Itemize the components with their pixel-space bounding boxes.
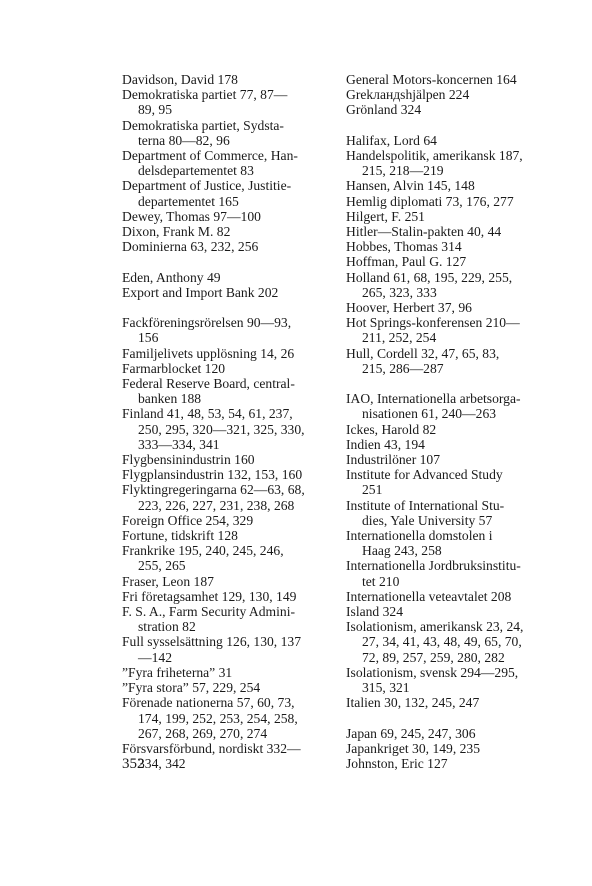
index-entry bbox=[346, 133, 550, 148]
index-entry-line: Full sysselsättning 126, 130, 137 bbox=[122, 634, 301, 650]
index-entry-line: Davidson, David 178 bbox=[122, 72, 238, 87]
index-entry bbox=[346, 726, 550, 741]
index-entry-line: Institute for Advanced Study bbox=[346, 467, 503, 483]
index-entry bbox=[122, 680, 328, 695]
index-entry-continuation: tet 210 bbox=[362, 573, 400, 589]
index-entry bbox=[346, 87, 550, 102]
index-entry-continuation: 215, 218—219 bbox=[362, 163, 444, 179]
index-entry-continuation: departementet 165 bbox=[138, 193, 239, 209]
index-entry-continuation: 333—334, 341 bbox=[138, 436, 220, 452]
index-entry-line: Industrilöner 107 bbox=[346, 452, 441, 468]
index-entry bbox=[346, 741, 550, 756]
index-entry-continuation: 250, 295, 320—321, 325, 330, bbox=[138, 421, 305, 437]
index-entry-line: Hull, Cordell 32, 47, 65, 83, bbox=[346, 345, 500, 361]
index-entry-line: Grönland 324 bbox=[346, 102, 422, 118]
index-entry bbox=[122, 406, 328, 452]
index-entry bbox=[346, 467, 550, 497]
index-entry-continuation: 315, 321 bbox=[362, 680, 410, 696]
index-entry-continuation: 211, 252, 254 bbox=[362, 330, 437, 346]
index-entry-line: Internationella Jordbruksinstitu- bbox=[346, 558, 521, 574]
index-entry-continuation: 223, 226, 227, 231, 238, 268 bbox=[138, 497, 295, 513]
index-entry-continuation: dies, Yale University 57 bbox=[362, 512, 493, 528]
index-entry-line: Hansen, Alvin 145, 148 bbox=[346, 178, 475, 194]
index-entry bbox=[346, 239, 550, 254]
index-entry bbox=[346, 178, 550, 193]
index-entry bbox=[122, 315, 328, 345]
index-entry-line: Hot Springs-konferensen 210— bbox=[346, 315, 520, 331]
index-entry bbox=[346, 619, 550, 665]
index-entry bbox=[346, 315, 550, 345]
index-entry-line: Handelspolitik, amerikansk 187, bbox=[346, 148, 523, 163]
index-entry-line: Fri företagsamhet 129, 130, 149 bbox=[122, 588, 297, 604]
index-entry bbox=[122, 239, 328, 254]
index-entry bbox=[346, 254, 550, 269]
index-entry bbox=[122, 178, 328, 208]
index-entry-line: ”Fyra friheterna” 31 bbox=[122, 664, 233, 680]
index-entry-line: Demokratiska partiet 77, 87— bbox=[122, 87, 288, 103]
index-entry bbox=[346, 665, 550, 695]
index-entry bbox=[346, 102, 550, 117]
index-entry-line: Eden, Anthony 49 bbox=[122, 269, 221, 285]
index-entry-continuation: 251 bbox=[362, 482, 383, 498]
index-entry-line: Indien 43, 194 bbox=[346, 436, 425, 452]
index-entry-continuation: 174, 199, 252, 253, 254, 258, bbox=[138, 710, 298, 726]
index-entry-line: Dominierna 63, 232, 256 bbox=[122, 239, 259, 255]
index-entry-line: Federal Reserve Board, central- bbox=[122, 376, 295, 392]
index-entry bbox=[346, 422, 550, 437]
section-gap bbox=[346, 118, 550, 133]
index-entry-line: Holland 61, 68, 195, 229, 255, bbox=[346, 269, 513, 285]
index-entry bbox=[346, 148, 550, 178]
index-entry bbox=[346, 270, 550, 300]
index-entry-line: Grekландshjälpen 224 bbox=[346, 87, 470, 103]
index-entry-continuation: 255, 265 bbox=[138, 558, 186, 574]
index-entry-line: Dewey, Thomas 97—100 bbox=[122, 208, 261, 224]
index-entry bbox=[346, 756, 550, 771]
index-entry-continuation: 27, 34, 41, 43, 48, 49, 65, 70, bbox=[362, 634, 522, 650]
index-entry-continuation: —142 bbox=[138, 649, 172, 665]
index-entry bbox=[122, 574, 328, 589]
index-entry bbox=[122, 741, 328, 771]
index-entry bbox=[122, 452, 328, 467]
index-entry bbox=[346, 72, 550, 87]
index-entry-continuation: 215, 286—287 bbox=[362, 360, 444, 376]
index-entry-line: Internationella domstolen i bbox=[346, 528, 493, 544]
index-entry bbox=[122, 604, 328, 634]
index-entry-continuation: 156 bbox=[138, 330, 159, 346]
index-entry-line: Island 324 bbox=[346, 604, 404, 620]
index-entry bbox=[122, 285, 328, 300]
index-entry bbox=[122, 528, 328, 543]
index-entry-line: Internationella veteavtalet 208 bbox=[346, 588, 512, 604]
index-entry-continuation: terna 80—82, 96 bbox=[138, 132, 230, 148]
index-entry-line: Foreign Office 254, 329 bbox=[122, 512, 254, 528]
index-entry-line: Department of Justice, Justitie- bbox=[122, 178, 292, 194]
index-entry bbox=[346, 452, 550, 467]
index-entry bbox=[122, 665, 328, 680]
index-entry-line: Farmarblocket 120 bbox=[122, 360, 226, 376]
index-entry bbox=[346, 300, 550, 315]
index-entry bbox=[346, 209, 550, 224]
index-entry-line: Japan 69, 245, 247, 306 bbox=[346, 725, 476, 741]
index-entry-continuation: 89, 95 bbox=[138, 102, 172, 118]
index-entry bbox=[346, 604, 550, 619]
index-entry-line: Hemlig diplomati 73, 176, 277 bbox=[346, 193, 514, 209]
index-entry-line: Förenade nationerna 57, 60, 73, bbox=[122, 695, 295, 711]
index-entry bbox=[122, 148, 328, 178]
index-entry-continuation: 334, 342 bbox=[138, 756, 186, 772]
index-entry bbox=[122, 634, 328, 664]
index-column-right bbox=[346, 72, 550, 771]
index-entry-continuation: stration 82 bbox=[138, 619, 196, 635]
index-entry bbox=[122, 695, 328, 741]
index-entry-continuation: 72, 89, 257, 259, 280, 282 bbox=[362, 649, 505, 665]
index-entry-line: ”Fyra stora” 57, 229, 254 bbox=[122, 680, 261, 696]
index-entry bbox=[346, 558, 550, 588]
index-entry-line: Isolationism, amerikansk 23, 24, bbox=[346, 619, 524, 635]
index-entry-line: F. S. A., Farm Security Admini- bbox=[122, 604, 295, 620]
index-entry-continuation: delsdepartementet 83 bbox=[138, 163, 254, 179]
index-entry-line: Fortune, tidskrift 128 bbox=[122, 528, 238, 544]
index-entry-line: Institute of International Stu- bbox=[346, 497, 505, 513]
index-entry-line: Isolationism, svensk 294—295, bbox=[346, 664, 519, 680]
index-entry bbox=[122, 467, 328, 482]
index-entry-continuation: 267, 268, 269, 270, 274 bbox=[138, 725, 268, 741]
index-entry-line: Flygplansindustrin 132, 153, 160 bbox=[122, 467, 303, 483]
section-gap bbox=[346, 376, 550, 391]
index-entry-line: Johnston, Eric 127 bbox=[346, 756, 448, 772]
index-entry bbox=[122, 543, 328, 573]
index-entry-line: Försvarsförbund, nordiskt 332— bbox=[122, 740, 301, 756]
index-entry bbox=[122, 118, 328, 148]
section-gap bbox=[122, 300, 328, 315]
index-entry-line: Fraser, Leon 187 bbox=[122, 573, 214, 589]
index-entry-line: Japankriget 30, 149, 235 bbox=[346, 740, 481, 756]
index-entry bbox=[346, 437, 550, 452]
index-entry bbox=[346, 695, 550, 710]
index-entry bbox=[122, 270, 328, 285]
index-entry-line: Finland 41, 48, 53, 54, 61, 237, bbox=[122, 406, 293, 422]
index-entry-continuation: Haag 243, 258 bbox=[362, 543, 442, 559]
index-entry bbox=[122, 72, 328, 87]
index-entry bbox=[122, 87, 328, 117]
index-entry bbox=[346, 194, 550, 209]
index-entry-line: Halifax, Lord 64 bbox=[346, 132, 437, 148]
index-entry bbox=[122, 589, 328, 604]
index-entry bbox=[122, 513, 328, 528]
index-entry-line: Fackföreningsrörelsen 90—93, bbox=[122, 315, 292, 331]
section-gap bbox=[122, 254, 328, 269]
index-entry bbox=[346, 391, 550, 421]
index-column-left bbox=[122, 72, 328, 771]
index-entry-continuation: 265, 323, 333 bbox=[362, 284, 437, 300]
index-entry bbox=[122, 209, 328, 224]
index-entry-line: Flygbensinindustrin 160 bbox=[122, 452, 255, 468]
index-entry-continuation: banken 188 bbox=[138, 391, 202, 407]
index-entry-line: Hitler—Stalin-pakten 40, 44 bbox=[346, 224, 502, 240]
index-entry bbox=[122, 361, 328, 376]
index-entry-continuation: nisationen 61, 240—263 bbox=[362, 406, 497, 422]
index-entry-line: Demokratiska partiet, Sydsta- bbox=[122, 117, 284, 133]
index-entry-line: Export and Import Bank 202 bbox=[122, 284, 279, 300]
index-entry-line: Hilgert, F. 251 bbox=[346, 208, 425, 224]
index-entry bbox=[346, 528, 550, 558]
index-entry-line: Department of Commerce, Han- bbox=[122, 148, 298, 164]
index-entry-line: Familjelivets upplösning 14, 26 bbox=[122, 345, 295, 361]
index-entry-line: Dixon, Frank M. 82 bbox=[122, 224, 231, 240]
index-entry-line: Italien 30, 132, 245, 247 bbox=[346, 695, 480, 711]
index-entry bbox=[346, 346, 550, 376]
section-gap bbox=[346, 711, 550, 726]
index-entry bbox=[346, 589, 550, 604]
index-entry-line: Frankrike 195, 240, 245, 246, bbox=[122, 543, 284, 559]
index-entry bbox=[346, 224, 550, 239]
index-entry bbox=[122, 224, 328, 239]
page-number: 352 bbox=[122, 756, 145, 772]
index-entry-line: Hoffman, Paul G. 127 bbox=[346, 254, 467, 270]
index-entry-line: Ickes, Harold 82 bbox=[346, 421, 437, 437]
index-entry-line: Hobbes, Thomas 314 bbox=[346, 239, 462, 255]
index-entry bbox=[122, 346, 328, 361]
index-entry bbox=[122, 376, 328, 406]
index-entry bbox=[346, 498, 550, 528]
index-entry-line: IAO, Internationella arbetsorga- bbox=[346, 391, 521, 407]
index-entry bbox=[122, 482, 328, 512]
index-entry-line: Hoover, Herbert 37, 96 bbox=[346, 300, 472, 316]
index-entry-line: Flyktingregeringarna 62—63, 68, bbox=[122, 482, 305, 498]
index-entry-line: General Motors-koncernen 164 bbox=[346, 72, 517, 87]
